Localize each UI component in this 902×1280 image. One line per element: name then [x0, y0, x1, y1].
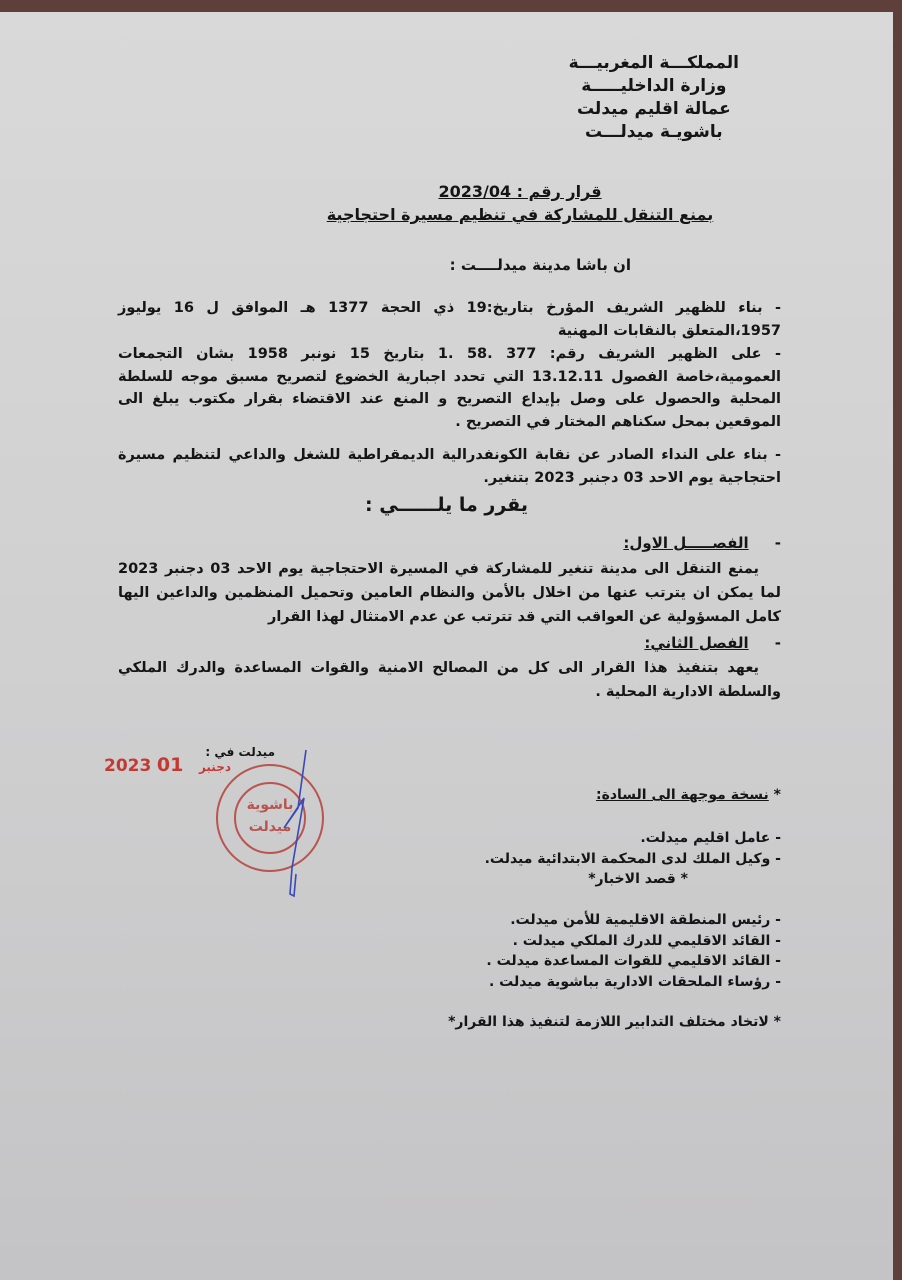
letterhead — [569, 52, 739, 144]
article-1-title: الفصـــــل الاول: — [623, 534, 749, 552]
article-bullet: - — [774, 634, 781, 652]
article-2-heading — [644, 634, 781, 652]
date-stamp-day: 01 — [156, 754, 184, 776]
date-stamp-month: دجنبر — [198, 760, 232, 774]
article-2-body: يعهد بتنفيذ هذا القرار الى كل من المصالح الامنية والقوات المساعدة والدرك الملكي والسلطة الادارية المحلية . — [118, 660, 781, 700]
copies-heading — [596, 785, 781, 806]
date-stamp — [104, 754, 241, 776]
seal-line-1: باشوية — [246, 797, 294, 813]
letterhead-pashalik: باشويـة ميدلـــت — [584, 122, 723, 142]
copies-info-list — [485, 828, 781, 869]
decision-number: قرار رقم : 2023/04 — [438, 182, 602, 201]
recipient-item: - وكيل الملك لدى المحكمة الابتدائية ميدلت. — [484, 850, 781, 867]
recipient-item: - رؤساء الملحقات الادارية بباشوية ميدلت . — [488, 973, 781, 990]
article-2-title: الفصل الثاني: — [644, 634, 749, 652]
recipient-item: - عامل اقليم ميدلت. — [640, 830, 781, 846]
article-1-heading — [623, 534, 781, 552]
preamble-item: - بناء على النداء الصادر عن نقابة الكونفدرالية الديمقراطية للشغل والداعي لتنظيم مسيرة احتجاجية يوم الاحد 03 دجنبر 2023 بتنغير. — [118, 447, 781, 486]
copies-heading-star: * — [773, 787, 781, 803]
seal-line-2: ميدلت — [248, 819, 292, 835]
action-purpose-label: * لاتخاد مختلف التدابير اللازمة لتنفيذ هذا القرار* — [448, 1014, 781, 1030]
recipient-item: - القائد الاقليمي للدرك الملكي ميدلت . — [512, 932, 781, 949]
document-page — [0, 12, 893, 1280]
copies-heading-text: نسخة موجهة الى السادة: — [595, 787, 769, 803]
article-1-body: يمنع التنقل الى مدينة تنغير للمشاركة في المسيرة الاحتجاجية يوم الاحد 03 دجنبر 2023 لما يمكن ان يترتب عنها من اخلال بالأمن والنظام العامين وتحميل المنظمين والداعين اليها كامل المسؤولية عن العواقب التي قد تترتب عن عدم الامتثال لهذا القرار — [118, 561, 781, 625]
decides-heading: يقرر ما يلــــــي : — [365, 494, 528, 516]
letterhead-province: عمالة اقليم ميدلت — [576, 99, 731, 119]
letterhead-kingdom: المملكـــة المغربيـــة — [568, 53, 739, 73]
recipient-item: - رئيس المنطقة الاقليمية للأمن ميدلت. — [510, 912, 781, 928]
copies-action-list — [486, 910, 781, 992]
article-bullet: - — [774, 534, 781, 552]
letterhead-ministry: وزارة الداخليـــــة — [581, 76, 727, 96]
decision-title — [270, 180, 770, 226]
handwritten-signature — [276, 748, 316, 898]
decision-subject: بمنع التنقل للمشاركة في تنظيم مسيرة احتجاجية — [326, 205, 714, 224]
info-purpose-label: * قصد الاخبار* — [588, 871, 688, 887]
preamble-item: - بناء للظهير الشريف المؤرخ بتاريخ:19 ذي الحجة 1377 هـ الموافق ل 16 يوليوز 1957،المتعلق بالنقابات المهنية — [118, 300, 781, 339]
place-date-label: ميدلت في : — [205, 745, 275, 759]
date-stamp-year: 2023 — [104, 756, 152, 776]
intro-line: ان باشا مدينة ميدلــــت : — [449, 256, 631, 274]
recipient-item: - القائد الاقليمي للقوات المساعدة ميدلت . — [486, 953, 781, 969]
preamble-item: - على الظهير الشريف رقم: 377 .58 .1 بتاريخ 15 نونبر 1958 بشان التجمعات العمومية،خاصة الفصول 13.12.11 التي تحدد اجبارية الخضوع لتصريح مسبق موجه للسلطة المحلية والحصول على وصل بإيداع التصريح و المنع عند الاقتضاء بقرار مكتوب يبلغ الى الموقعين بمحل سكناهم المختار في التصريح . — [118, 346, 782, 430]
